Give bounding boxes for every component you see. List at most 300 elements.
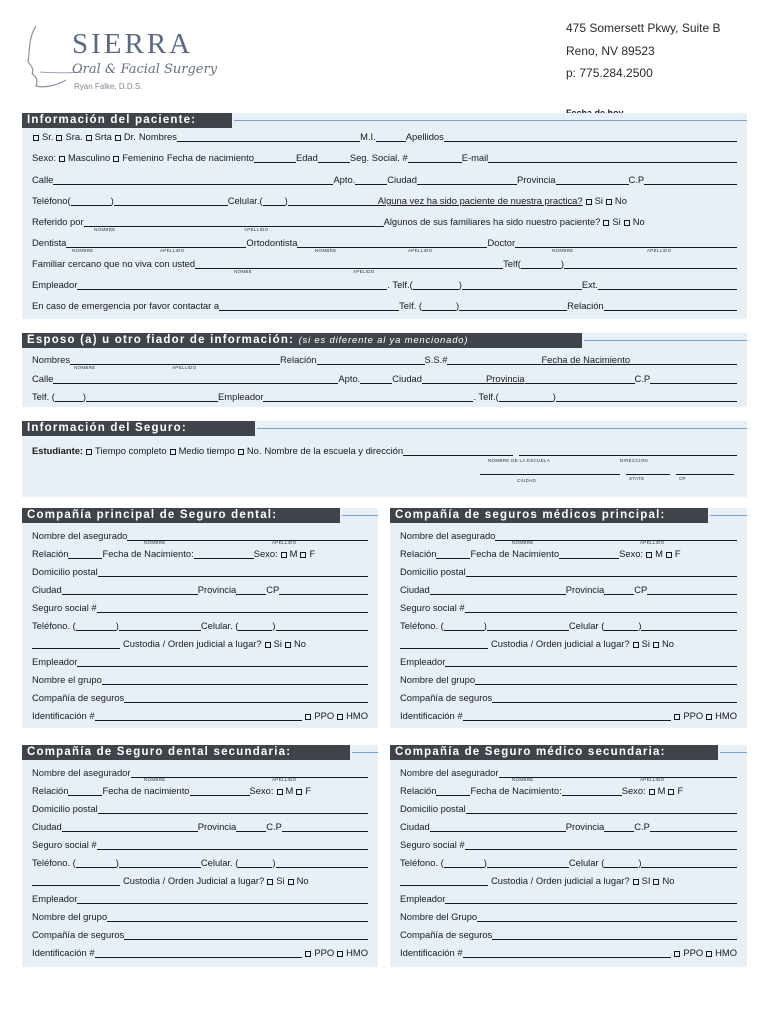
field-fecha-nacimiento[interactable] <box>254 154 296 163</box>
logo-subtitle: Oral & Facial Surgery <box>72 62 218 77</box>
label-hmo: HMO <box>715 710 737 721</box>
checkbox-ppo[interactable] <box>305 714 311 720</box>
caption-nombre: NOMBRE <box>144 777 166 782</box>
field-celular[interactable] <box>641 859 737 868</box>
caption-cp: CP <box>679 476 686 481</box>
label-empleador: Empleador <box>218 391 264 402</box>
field-id[interactable] <box>463 949 672 958</box>
caption-nombre: NOMBRE <box>512 777 534 782</box>
address-line-1: 475 Somersett Pkwy, Suite B <box>566 21 721 35</box>
field-escuela-ciudad[interactable] <box>480 474 620 475</box>
field-relacion[interactable] <box>436 787 470 796</box>
label-fecha: Fecha de nacimiento <box>102 785 190 796</box>
relation-row <box>32 547 368 559</box>
label-domicilio: Domicilio postal <box>32 803 98 814</box>
checkbox-ppo[interactable] <box>674 714 680 720</box>
checkbox-si[interactable] <box>267 879 273 885</box>
field-apellidos[interactable] <box>444 133 737 142</box>
label-sexo: Sexo: <box>32 152 56 163</box>
field-nombres[interactable] <box>177 133 360 142</box>
label-celular: Celular.( <box>227 195 263 206</box>
field-fecha[interactable] <box>190 787 250 796</box>
field-cp[interactable] <box>644 176 737 185</box>
insurance-section <box>22 421 747 497</box>
field-provincia[interactable] <box>556 176 629 185</box>
field-telf-empleador[interactable] <box>462 281 582 290</box>
caption-state: STATE <box>629 476 645 481</box>
checkbox-si[interactable] <box>633 642 639 648</box>
field-celular[interactable] <box>641 622 737 631</box>
label-compania: Compañía de seguros <box>400 929 493 940</box>
field-telefono-area[interactable] <box>71 197 111 206</box>
employer-row <box>32 655 368 667</box>
section-title: Compañía principal de Seguro dental: <box>22 508 340 523</box>
field-escuela-state[interactable] <box>626 474 670 475</box>
id-row <box>400 946 737 958</box>
label-ss: Seguro social # <box>32 839 97 850</box>
company-row <box>32 691 368 703</box>
field-ciudad[interactable] <box>430 586 566 595</box>
insured-name-row <box>400 766 737 778</box>
label-fecha-nacimiento: Fecha de Nacimiento <box>541 354 631 365</box>
checkbox-medio-tiempo[interactable] <box>170 449 176 455</box>
checkbox-m[interactable] <box>646 552 652 558</box>
label-asegurado: Nombre del asegurado <box>400 530 496 541</box>
field-domicilio[interactable] <box>98 805 368 814</box>
field-telefono[interactable] <box>119 622 201 631</box>
field-provincia[interactable] <box>604 586 634 595</box>
label-f: F <box>674 548 681 559</box>
field-empleador[interactable] <box>77 281 387 290</box>
checkbox-tiempo-completo[interactable] <box>86 449 92 455</box>
label-custodia: Custodia / Orden judicial a lugar? <box>123 638 262 649</box>
checkbox-ppo[interactable] <box>305 951 311 957</box>
label-apto: Apto. <box>333 174 356 185</box>
patient-address-row <box>32 173 737 185</box>
field-celular[interactable] <box>288 197 378 206</box>
field-ss[interactable] <box>465 604 737 613</box>
checkbox-no[interactable] <box>653 642 659 648</box>
label-femenino: Femenino <box>122 152 164 163</box>
field-empleador[interactable] <box>263 393 473 402</box>
field-celular[interactable] <box>276 859 368 868</box>
ssn-row <box>32 601 368 613</box>
employer-row <box>400 892 737 904</box>
label-provincia: Provincia <box>516 174 556 185</box>
label-doctor: Doctor <box>487 237 516 248</box>
checkbox-f[interactable] <box>666 552 672 558</box>
label-asegurado: Nombre del asegurado <box>32 530 128 541</box>
spouse-name-row <box>32 353 737 365</box>
field-grupo[interactable] <box>475 676 737 685</box>
patient-employer-row <box>32 278 737 290</box>
label-f: F <box>305 785 312 796</box>
label-no: No <box>293 638 306 649</box>
field-ciudad[interactable] <box>430 823 566 832</box>
field-id[interactable] <box>463 712 672 721</box>
label-compania: Compañía de seguros <box>32 929 125 940</box>
label-asegurado: Nombre del asegurador <box>400 767 499 778</box>
label-provincia: Provincia <box>565 584 605 595</box>
checkbox-hmo[interactable] <box>706 951 712 957</box>
field-telf-emergencia[interactable] <box>459 302 567 311</box>
checkbox-m[interactable] <box>649 789 655 795</box>
field-cp[interactable] <box>647 586 737 595</box>
group-row <box>32 910 368 922</box>
field-compania[interactable] <box>124 931 368 940</box>
label-sexo: Sexo: <box>621 785 646 796</box>
field-telefono[interactable] <box>119 859 201 868</box>
field-asegurado[interactable] <box>131 769 369 778</box>
field-telf[interactable] <box>564 260 737 269</box>
field-fecha[interactable] <box>562 787 622 796</box>
label-provincia: Provincia <box>197 821 237 832</box>
field-emergencia[interactable] <box>219 302 399 311</box>
label-seg-social: Seg. Social. # <box>349 152 408 163</box>
label-grupo: Nombre del grupo <box>32 911 108 922</box>
label-email: E-mail <box>461 152 489 163</box>
field-relacion[interactable] <box>317 356 425 365</box>
field-mi[interactable] <box>376 133 406 142</box>
field-telf-area[interactable] <box>55 393 83 402</box>
field-telefono[interactable] <box>487 622 569 631</box>
label-fecha: Fecha de Nacimiento: <box>470 785 562 796</box>
field-relacion[interactable] <box>68 787 102 796</box>
caption-apellido: APELLIDO <box>408 248 433 253</box>
caption-nombre: NOMBRE <box>72 248 94 253</box>
checkbox-srta[interactable] <box>86 135 92 141</box>
label-compania: Compañía de seguros <box>32 692 125 703</box>
field-referido[interactable] <box>84 218 384 227</box>
field-telefono[interactable] <box>487 859 569 868</box>
checkbox-femenino[interactable] <box>113 156 119 162</box>
field-telf-empleador-area[interactable] <box>499 393 553 402</box>
label-telf-empleador: . Telf.( <box>387 279 413 290</box>
caption-nombe: NOMBE <box>234 269 253 274</box>
checkbox-sr[interactable] <box>33 135 39 141</box>
field-ss[interactable] <box>97 604 368 613</box>
label-celular: Celular. ( <box>200 857 239 868</box>
label-hmo: HMO <box>715 947 737 958</box>
insured-name-row <box>400 529 737 541</box>
label-asegurado: Nombre del asegurador <box>32 767 131 778</box>
custody-row <box>400 637 737 649</box>
label-cp: C.P <box>634 821 650 832</box>
label-relacion: Relación <box>400 785 437 796</box>
field-celular-area[interactable] <box>604 859 638 868</box>
field-telefono-area[interactable] <box>76 859 116 868</box>
field-compania[interactable] <box>492 931 737 940</box>
label-relacion: Relación <box>280 354 317 365</box>
paren: ) <box>110 195 114 206</box>
logo-doctor: Ryan Falke, D.D.S. <box>74 82 143 91</box>
field-escuela-cp[interactable] <box>676 474 734 475</box>
label-id: Identificación # <box>32 947 95 958</box>
field-telf-area[interactable] <box>521 260 561 269</box>
field-celular-area[interactable] <box>604 622 638 631</box>
checkbox-si[interactable] <box>633 879 639 885</box>
field-calle[interactable] <box>53 176 333 185</box>
field-custodia[interactable] <box>32 640 120 649</box>
checkbox-f[interactable] <box>296 789 302 795</box>
label-empleador: Empleador <box>400 893 446 904</box>
label-apellidos: Apellidos <box>405 131 444 142</box>
field-telf[interactable] <box>86 393 218 402</box>
field-cp[interactable] <box>650 375 737 384</box>
label-grupo: Nombre el grupo <box>32 674 102 685</box>
label-celular: Celular ( <box>568 857 605 868</box>
caption-apellido: APELLIDO <box>272 777 297 782</box>
checkbox-ppo[interactable] <box>674 951 680 957</box>
spouse-phone-row <box>32 390 737 402</box>
logo-name: SIERRA <box>72 28 194 60</box>
field-provincia[interactable] <box>525 375 635 384</box>
field-ss[interactable] <box>97 841 368 850</box>
field-relacion[interactable] <box>436 550 470 559</box>
ssn-row <box>32 838 368 850</box>
field-escuela-direccion[interactable] <box>519 447 737 456</box>
checkbox-f[interactable] <box>300 552 306 558</box>
field-compania[interactable] <box>492 694 737 703</box>
label-sexo: Sexo: <box>253 548 278 559</box>
checkbox-masculino[interactable] <box>59 156 65 162</box>
paren: ) <box>115 620 119 631</box>
label-relacion: Relación <box>32 548 69 559</box>
field-provincia[interactable] <box>236 586 266 595</box>
patient-relative-row <box>32 257 737 269</box>
field-celular-area[interactable] <box>238 622 272 631</box>
patient-emergency-row <box>32 299 737 311</box>
checkbox-hmo[interactable] <box>706 714 712 720</box>
label-si: Si <box>612 216 621 227</box>
company-row <box>32 928 368 940</box>
checkbox-m[interactable] <box>277 789 283 795</box>
checkbox-no[interactable] <box>285 642 291 648</box>
field-ss[interactable] <box>447 356 541 365</box>
field-celular-area[interactable] <box>263 197 285 206</box>
field-telefono-area[interactable] <box>76 622 116 631</box>
field-id[interactable] <box>95 949 303 958</box>
field-custodia[interactable] <box>32 877 120 886</box>
field-seg-social[interactable] <box>408 154 462 163</box>
label-custodia: Custodia / Orden judicial a lugar? <box>491 638 630 649</box>
checkbox-dr[interactable] <box>115 135 121 141</box>
field-cp[interactable] <box>650 823 737 832</box>
label-telf: Telf. ( <box>32 391 55 402</box>
field-nombres[interactable] <box>70 356 280 365</box>
paren: ) <box>458 279 462 290</box>
caption-apellido: APELLIDO <box>647 248 672 253</box>
field-custodia[interactable] <box>400 877 488 886</box>
city-row <box>32 583 368 595</box>
label-si: SI <box>641 875 651 886</box>
checkbox-hmo[interactable] <box>337 951 343 957</box>
label-fecha-nacimiento: Fecha de nacimiento <box>166 152 254 163</box>
label-si: Si <box>276 875 285 886</box>
paren: ) <box>483 857 487 868</box>
company-row <box>400 928 737 940</box>
spouse-address-row <box>32 372 737 384</box>
field-fecha[interactable] <box>559 550 619 559</box>
field-calle[interactable] <box>53 375 338 384</box>
address-line-2: Reno, NV 89523 <box>566 43 655 58</box>
label-si: Si <box>273 638 282 649</box>
custody-row <box>400 874 737 886</box>
label-m: M <box>285 785 294 796</box>
checkbox-si-paciente[interactable] <box>586 199 592 205</box>
field-grupo[interactable] <box>477 913 737 922</box>
label-nombres: Nombres <box>32 354 71 365</box>
checkbox-si[interactable] <box>265 642 271 648</box>
caption-apellido: APELLIDO <box>160 248 185 253</box>
field-cp[interactable] <box>279 586 368 595</box>
field-empleador[interactable] <box>445 895 737 904</box>
label-ciudad: Ciudad <box>400 821 430 832</box>
label-hmo: HMO <box>346 947 368 958</box>
field-ciudad[interactable] <box>62 586 198 595</box>
company-row <box>400 691 737 703</box>
label-cp: C.P <box>628 174 645 185</box>
field-escuela-nombre[interactable] <box>403 447 513 456</box>
label-m: M <box>657 785 666 796</box>
label-ss: Seguro social # <box>32 602 97 613</box>
field-telefono-area[interactable] <box>444 622 484 631</box>
field-cp[interactable] <box>282 823 368 832</box>
label-relacion: Relación <box>567 300 604 311</box>
checkbox-no-paciente[interactable] <box>606 199 612 205</box>
label-sr: Sr. <box>42 131 54 142</box>
label-telf-emergencia: Telf. ( <box>399 300 423 311</box>
field-doctor[interactable] <box>515 239 737 248</box>
field-familiar[interactable] <box>195 260 503 269</box>
relation-row <box>400 784 737 796</box>
field-empleador[interactable] <box>77 658 368 667</box>
spouse-section-title <box>22 333 582 348</box>
field-relacion[interactable] <box>604 302 737 311</box>
field-domicilio[interactable] <box>466 568 737 577</box>
field-apto[interactable] <box>360 375 392 384</box>
checkbox-no[interactable] <box>653 879 659 885</box>
label-si: Si <box>641 638 650 649</box>
field-relacion[interactable] <box>68 550 102 559</box>
label-telefono: Teléfono. ( <box>32 857 76 868</box>
id-row <box>400 709 737 721</box>
field-telefono[interactable] <box>114 197 228 206</box>
label-no: No <box>632 216 645 227</box>
label-ciudad: Ciudad <box>32 584 62 595</box>
field-fecha-nacimiento[interactable] <box>630 356 737 365</box>
label-empleador: Empleador <box>400 656 446 667</box>
label-cp: CP <box>634 584 648 595</box>
field-telf-empleador-area[interactable] <box>413 281 459 290</box>
caption-nombre: NOMBRE <box>512 540 534 545</box>
field-ciudad[interactable] <box>417 176 517 185</box>
field-celular[interactable] <box>276 622 368 631</box>
field-grupo[interactable] <box>102 676 368 685</box>
field-ciudad[interactable] <box>422 375 486 384</box>
id-row <box>32 946 368 958</box>
label-relacion: Relación <box>400 548 437 559</box>
field-compania[interactable] <box>124 694 368 703</box>
field-empleador[interactable] <box>445 658 737 667</box>
field-grupo[interactable] <box>107 913 368 922</box>
field-celular-area[interactable] <box>238 859 272 868</box>
field-id[interactable] <box>95 712 303 721</box>
label-tiempo-completo: Tiempo completo <box>95 445 167 456</box>
checkbox-no[interactable] <box>288 879 294 885</box>
label-cp: CP <box>266 584 280 595</box>
paren: ) <box>456 300 460 311</box>
label-custodia: Custodia / Orden judicial a lugar? <box>491 875 630 886</box>
field-provincia[interactable] <box>604 823 634 832</box>
secondary-dental-section <box>22 745 378 967</box>
field-ciudad[interactable] <box>62 823 198 832</box>
label-no: No <box>661 638 674 649</box>
field-domicilio[interactable] <box>98 568 368 577</box>
label-ext: Ext. <box>581 279 598 290</box>
checkbox-sra[interactable] <box>56 135 62 141</box>
field-telefono-area[interactable] <box>444 859 484 868</box>
employer-row <box>400 655 737 667</box>
checkbox-no-estudiante[interactable] <box>238 449 244 455</box>
field-dentista[interactable] <box>66 239 246 248</box>
label-sexo: Sexo: <box>619 548 644 559</box>
paren: ) <box>272 620 276 631</box>
patient-sex-row <box>32 151 737 163</box>
field-telf-emergencia-area[interactable] <box>422 302 456 311</box>
label-custodia: Custodia / Orden Judicial a lugar? <box>123 875 265 886</box>
label-fecha: Fecha de Nacimiento <box>470 548 560 559</box>
field-fecha[interactable] <box>194 550 254 559</box>
checkbox-f[interactable] <box>668 789 674 795</box>
section-title: Compañía de Seguro médico secundaria: <box>390 745 718 760</box>
field-ext[interactable] <box>598 281 737 290</box>
label-calle: Calle <box>32 174 54 185</box>
field-edad[interactable] <box>318 154 350 163</box>
field-ss[interactable] <box>465 841 737 850</box>
field-apto[interactable] <box>355 176 387 185</box>
field-domicilio[interactable] <box>466 805 737 814</box>
primary-medical-section <box>390 508 747 728</box>
checkbox-hmo[interactable] <box>337 714 343 720</box>
field-asegurado[interactable] <box>499 769 738 778</box>
field-email[interactable] <box>488 154 737 163</box>
field-provincia[interactable] <box>236 823 266 832</box>
label-telf: Telf( <box>503 258 521 269</box>
checkbox-si-familiares[interactable] <box>603 220 609 226</box>
label-compania: Compañía de seguros <box>400 692 493 703</box>
checkbox-m[interactable] <box>281 552 287 558</box>
field-telf-empleador[interactable] <box>556 393 737 402</box>
label-empleador: Empleador <box>32 656 78 667</box>
field-custodia[interactable] <box>400 640 488 649</box>
label-empleador: Empleador <box>32 893 78 904</box>
checkbox-no-familiares[interactable] <box>624 220 630 226</box>
student-row <box>32 444 737 456</box>
field-ortodontista[interactable] <box>297 239 487 248</box>
group-row <box>400 910 737 922</box>
label-telf-empleador: . Telf.( <box>473 391 499 402</box>
label-provincia: Provincia <box>197 584 237 595</box>
field-empleador[interactable] <box>77 895 368 904</box>
caption-nombre: NOMBRE <box>552 248 574 253</box>
patient-section <box>22 113 747 319</box>
insured-name-row <box>32 529 368 541</box>
label-emergencia: En caso de emergencia por favor contactar a <box>32 300 220 311</box>
label-grupo: Nombre del Grupo <box>400 911 478 922</box>
paren: ) <box>115 857 119 868</box>
label-telefono: Teléfono. ( <box>32 620 76 631</box>
